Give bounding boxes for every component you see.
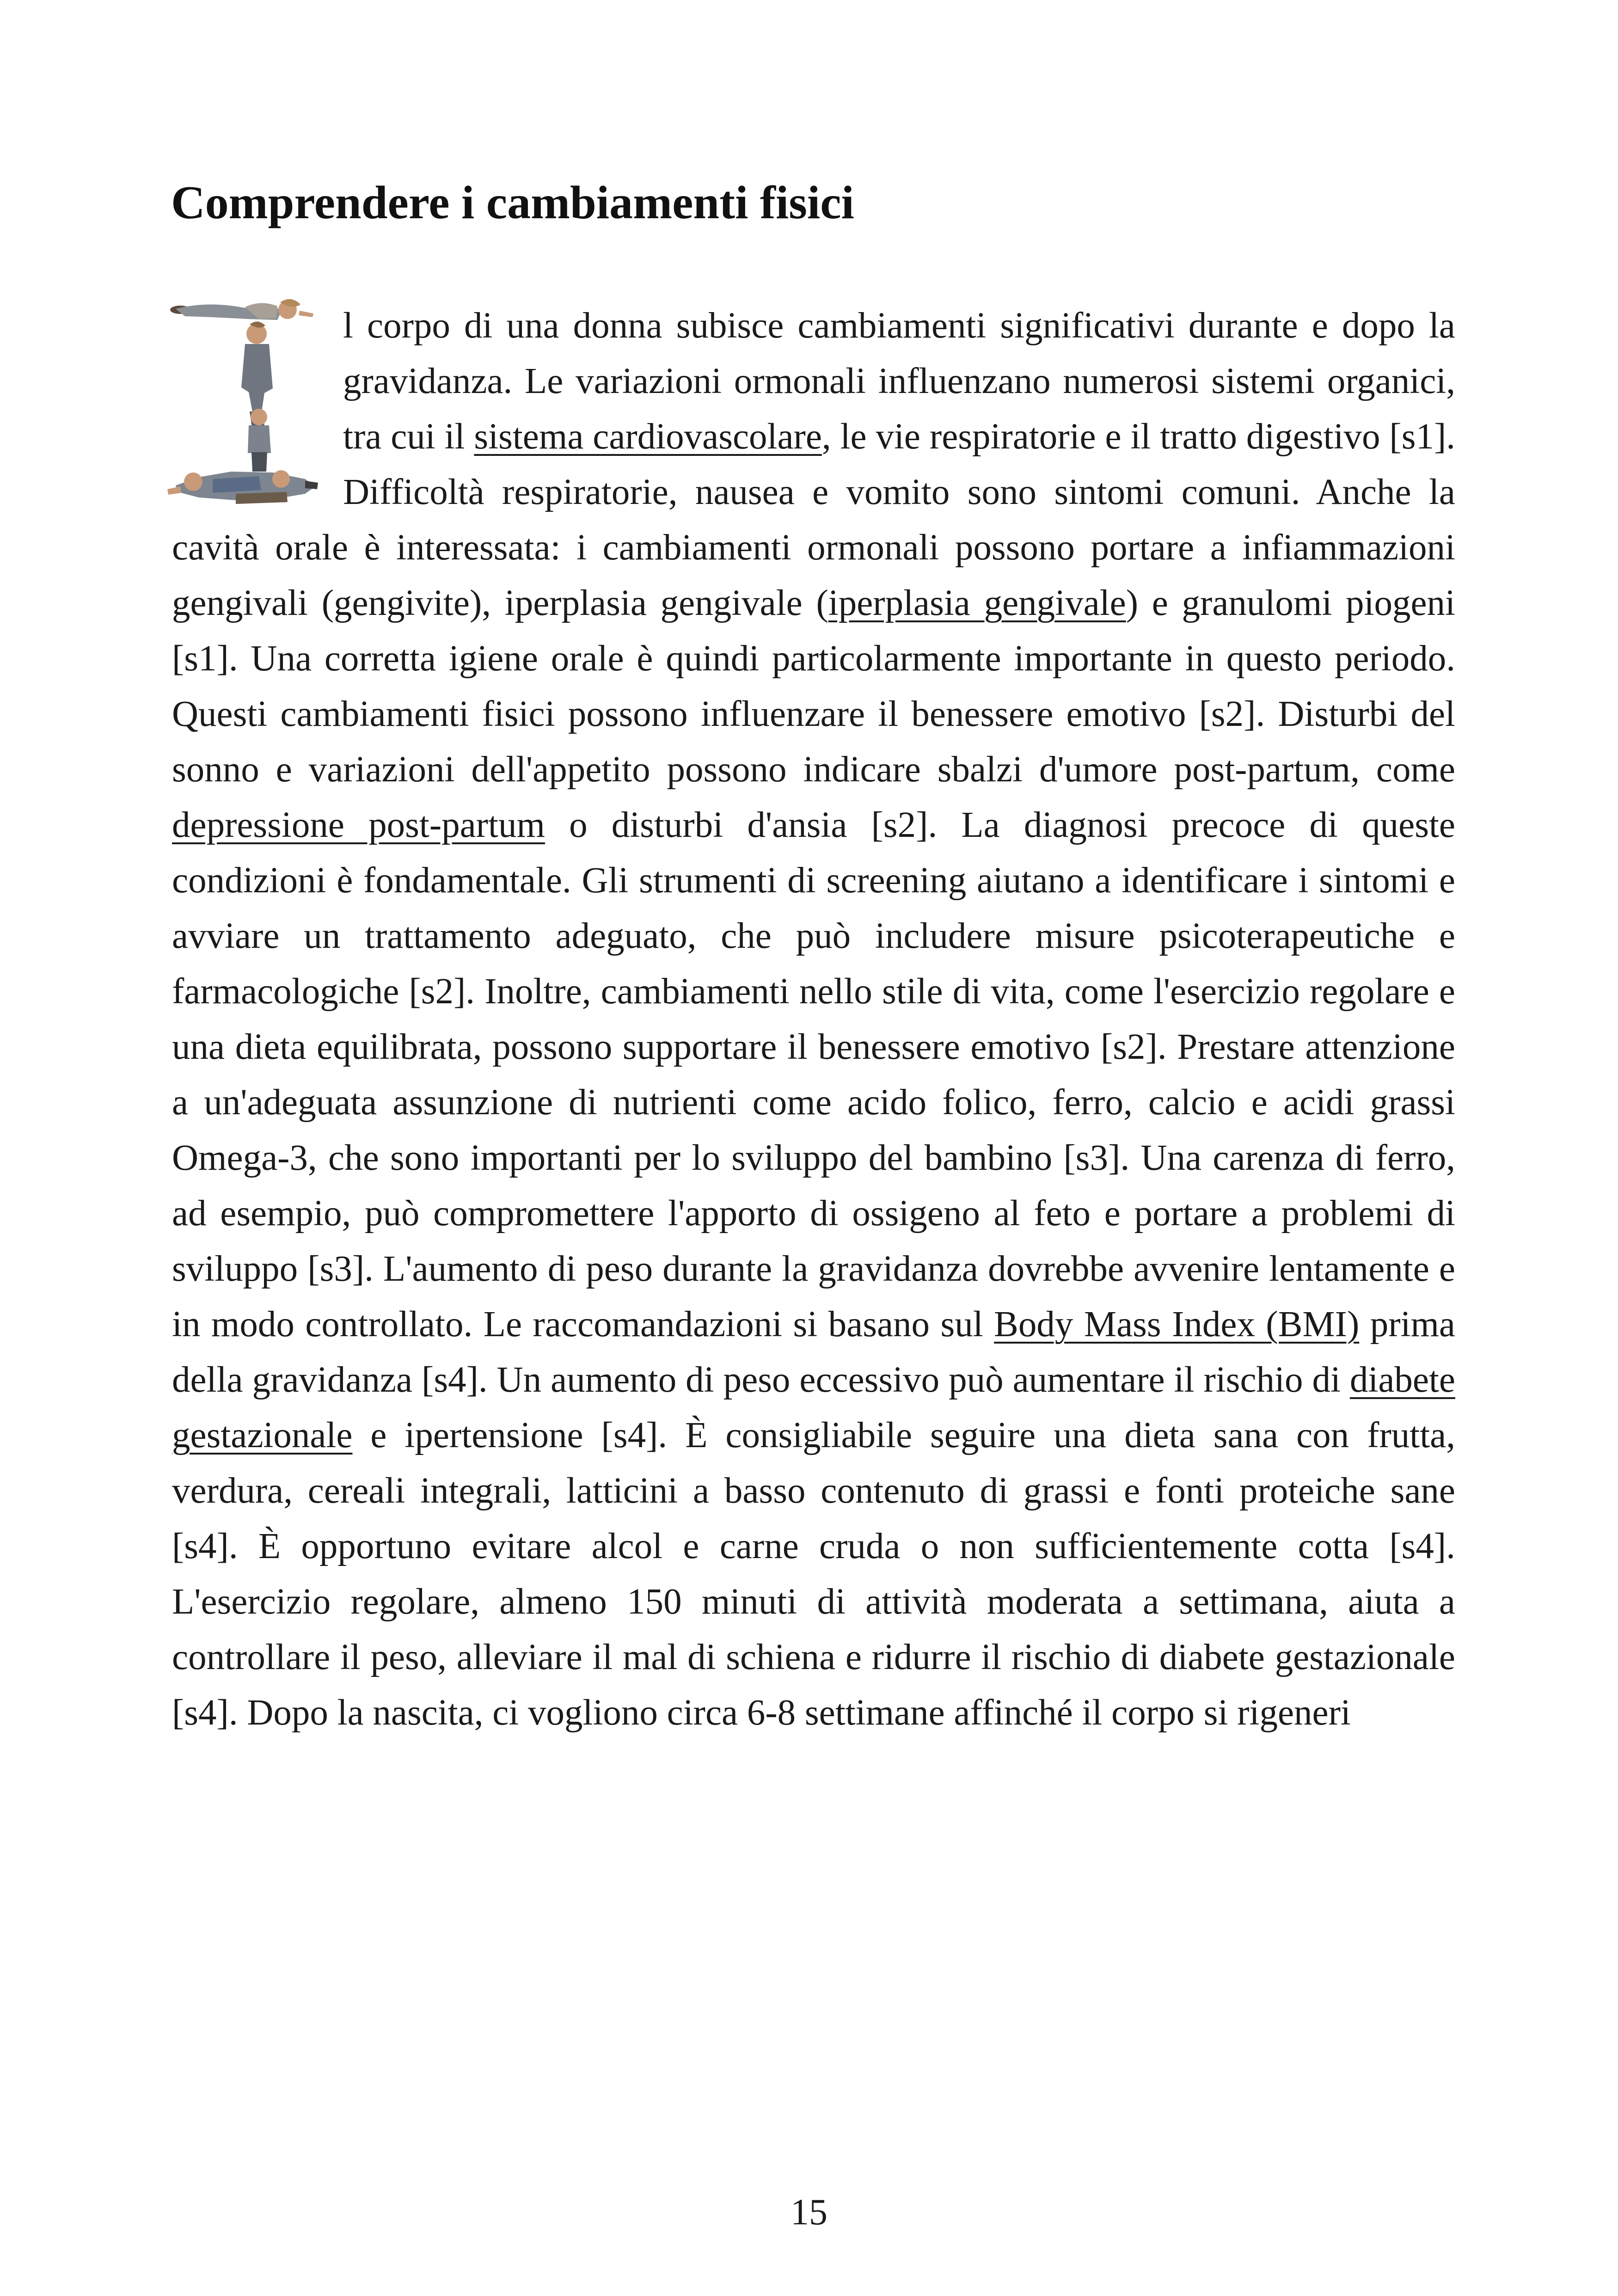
page-number: 15 xyxy=(791,2192,827,2233)
body-paragraph xyxy=(172,298,1455,1741)
link-depressione-post-partum[interactable]: depressione post-partum xyxy=(172,805,545,845)
text-run: l corpo di una donna subisce cambiamenti significativi durante e dopo la gravidanza. Le variazioni ormonali influenzano numerosi sistemi organici, tra cui il xyxy=(343,306,1455,457)
link-sistema-cardiovascolare[interactable]: sistema cardiovascolare xyxy=(474,417,822,457)
text-run: o disturbi d'ansia [s2]. La diagnosi precoce di queste condizioni è fondamentale. Gli strumenti di screening aiutano a identificare i sintomi e avviare un trattamento adeguato, che può includere misure psicoterapeutiche e farmacologiche [s2]. Inoltre, cambiamenti nello stile di vita, come l'esercizio regolare e una dieta equilibrata, possono supportare il benessere emotivo [s2]. Prestare attenzione a un'adeguata assunzione di nutrienti come acido folico, ferro, calcio e acidi grassi Omega-3, che sono importanti per lo sviluppo del bambino [s3]. Una carenza di ferro, ad esempio, può compromettere l'apporto di ossigeno al feto e portare a problemi di sviluppo [s3]. L'aumento di peso durante la gravidanza dovrebbe avvenire lentamente e in modo controllato. Le raccomandazioni si basano sul xyxy=(172,805,1455,1344)
text-run: e ipertensione [s4]. È consigliabile seguire una dieta sana con frutta, verdura, cereali integrali, latticini a basso contenuto di grassi e fonti proteiche sane [s4]. È opportuno evitare alcol e carne cruda o non sufficientemente cotta [s4]. L'esercizio regolare, almeno 150 minuti di attività moderata a settimana, aiuta a controllare il peso, alleviare il mal di schiena e ridurre il rischio di diabete gestazionale [s4]. Dopo la nascita, ci vogliono circa 6-8 settimane affinché il corpo si rigeneri xyxy=(172,1415,1455,1733)
link-body-mass-index[interactable]: Body Mass Index (BMI) xyxy=(994,1304,1360,1344)
text-run: , le vie respiratorie e il tratto digestivo [s1]. Difficoltà respiratorie, nausea e vomito sono sintomi comuni. Anche la cavità orale è interessata: i cambiamenti ormonali possono portare a infiammazioni gengivali (gengivite), iperplasia gengivale ( xyxy=(172,417,1455,623)
text-run: ) e granulomi piogeni [s1]. Una corretta igiene orale è quindi particolarmente importante in questo periodo. Questi cambiamenti fisici possono influenzare il benessere emotivo [s2]. Disturbi del sonno e variazioni dell'appetito possono indicare sbalzi d'umore post-partum, come xyxy=(172,583,1455,790)
link-iperplasia-gengivale[interactable]: iperplasia gengivale xyxy=(828,583,1126,623)
page-title: Comprendere i cambiamenti fisici xyxy=(171,177,854,229)
drop-cap-space xyxy=(172,298,343,516)
link-diabete-gestazionale[interactable]: diabete gestazionale xyxy=(172,1360,1455,1455)
text-run: prima della gravidanza [s4]. Un aumento di peso eccessivo può aumentare il rischio di xyxy=(172,1304,1455,1400)
